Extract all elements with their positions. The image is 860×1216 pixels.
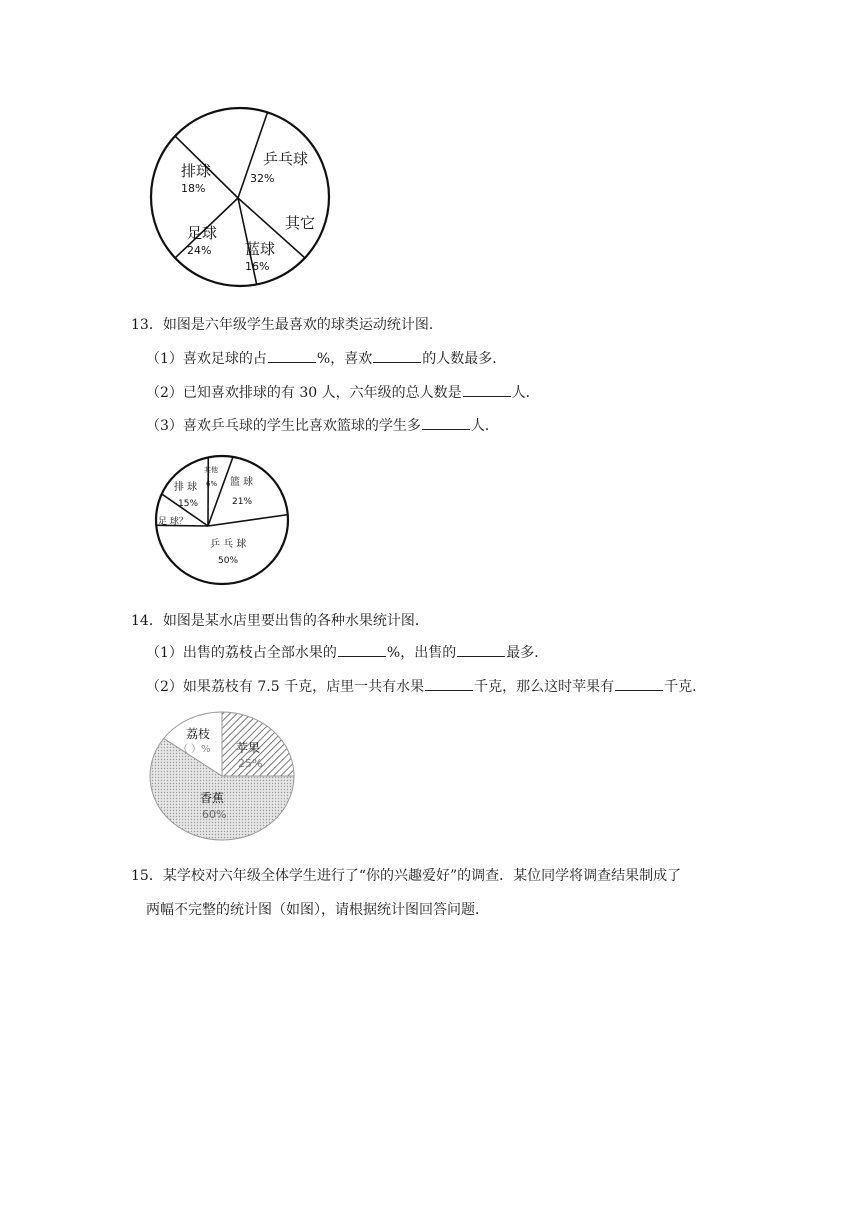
pie1-label-other: 其它 — [285, 214, 316, 232]
q13-part3: （3）喜欢乒乓球的学生比喜欢篮球的学生多 人． — [146, 415, 499, 436]
pie-chart-ball-sports-2 — [150, 450, 295, 592]
pie1-value-football: 24% — [187, 244, 212, 257]
pie1-label-football: 足球 — [187, 224, 218, 242]
q14-blank-3[interactable] — [425, 676, 473, 691]
pie2-value-pingpong: 50% — [218, 556, 239, 566]
q14-blank-2[interactable] — [457, 642, 505, 657]
pie3-value-apple: 25% — [238, 757, 263, 770]
pie2-value-volleyball: 15% — [178, 499, 199, 509]
q14-blank-4[interactable] — [615, 676, 663, 691]
pie2-label-football: 足 球？ — [158, 517, 188, 527]
pie2-label-pingpong: 乒 乓 球 — [210, 539, 247, 550]
pie1-label-pingpong: 乒乓球 — [263, 150, 309, 168]
pie1-label-volleyball: 排球 — [181, 162, 212, 180]
q13-part2: （2）已知喜欢排球的有 30 人，六年级的总人数是 人． — [146, 382, 540, 403]
pie-chart-fruits — [148, 710, 298, 850]
q13-blank-4[interactable] — [422, 415, 470, 430]
pie1-value-volleyball: 18% — [181, 182, 206, 195]
q14-part2: （2）如果荔枝有 7.5 千克，店里一共有水果 千克，那么这时苹果有 千克． — [146, 676, 706, 697]
q13-part1: （1）喜欢足球的占 %，喜欢 的人数最多． — [146, 348, 506, 369]
pie2-value-other: 6% — [206, 480, 218, 488]
q14-title: 14．如图是某水店里要出售的各种水果统计图． — [131, 613, 429, 629]
pie3-value-banana: 60% — [202, 808, 227, 821]
q13-title: 13．如图是六年级学生最喜欢的球类运动统计图． — [131, 317, 443, 333]
pie-chart-ball-sports-1 — [145, 102, 335, 292]
pie3-label-lychee: 荔枝 — [186, 727, 211, 741]
q15-line2: 两幅不完整的统计图（如图），请根据统计图回答问题． — [146, 902, 489, 918]
pie3-label-apple: 苹果 — [236, 741, 261, 755]
pie3-value-lychee: （ ）% — [178, 744, 211, 755]
pie2-label-basketball: 篮 球 — [230, 477, 254, 488]
pie2-label-other: 其他 — [204, 466, 218, 474]
pie2-value-basketball: 21% — [232, 497, 253, 507]
q13-blank-3[interactable] — [463, 382, 511, 397]
q14-blank-1[interactable] — [338, 642, 386, 657]
pie1-label-basketball: 蓝球 — [245, 240, 276, 258]
q14-part1: （1）出售的荔枝占全部水果的 %，出售的 最多． — [146, 642, 548, 663]
q13-blank-1[interactable] — [268, 348, 316, 363]
pie1-value-pingpong: 32% — [250, 172, 275, 185]
pie3-label-banana: 香蕉 — [200, 791, 225, 805]
pie1-value-basketball: 16% — [245, 260, 270, 273]
q13-blank-2[interactable] — [373, 348, 421, 363]
q15-line1: 15．某学校对六年级全体学生进行了“你的兴趣爱好”的调查．某位同学将调查结果制成了 — [131, 868, 682, 884]
pie2-label-volleyball: 排 球 — [174, 482, 198, 493]
